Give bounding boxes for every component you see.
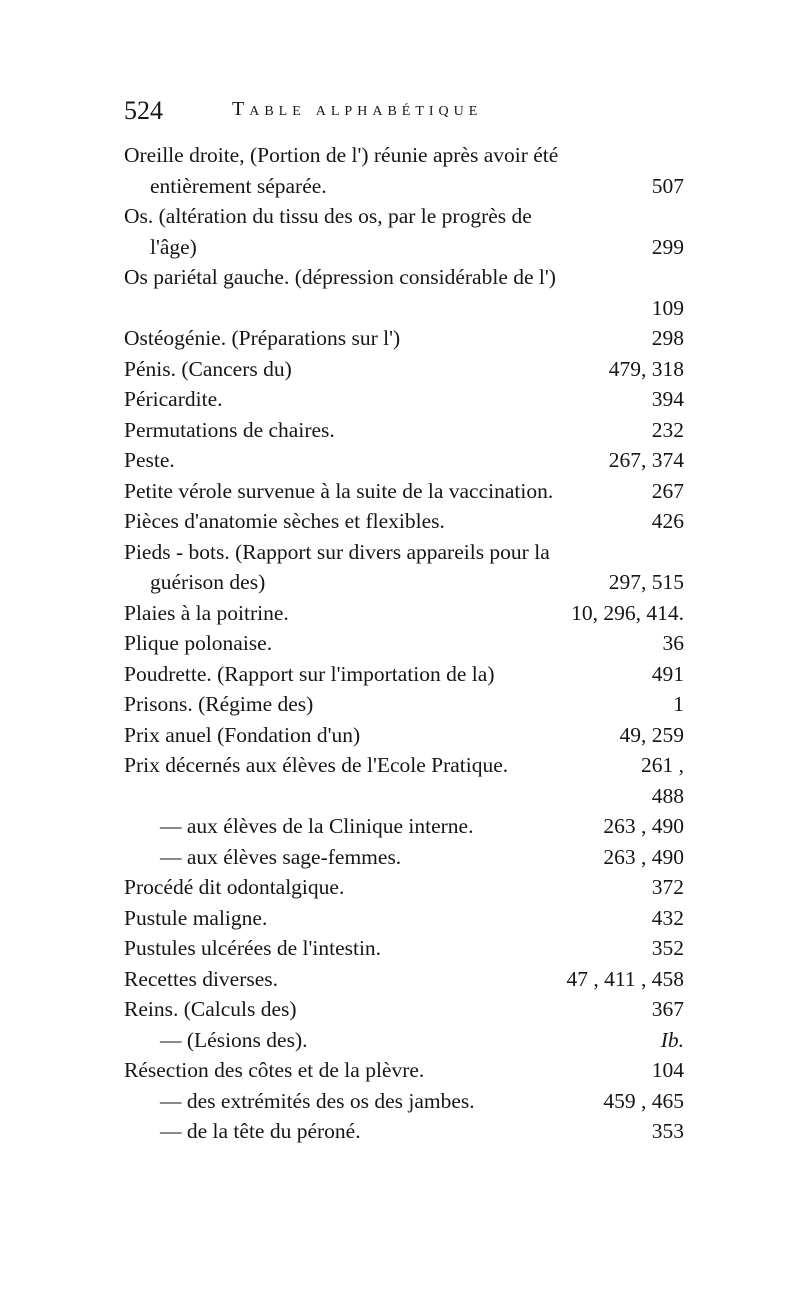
entry-text: Reins. (Calculs des) (124, 997, 297, 1021)
index-subentry (124, 1025, 684, 1056)
entry-text: — aux élèves sage-femmes. (160, 844, 402, 869)
entry-text: Petite vérole survenue à la suite de la vaccination. (124, 478, 554, 503)
entry-page-refs: 394 (651, 387, 684, 411)
entry-page-refs: 104 (651, 1058, 684, 1082)
entry-text: — de la tête du péroné. (160, 1119, 361, 1143)
index-entry (124, 720, 684, 751)
entry-line (124, 842, 684, 873)
entry-text: — des extrémités des os des jambes. (160, 1088, 475, 1113)
entry-line (124, 689, 684, 720)
index-subentry (124, 1116, 684, 1147)
entry-line (124, 232, 684, 263)
index-entry (124, 933, 684, 964)
entry-text: Prisons. (Régime des) (124, 692, 314, 716)
entry-page-refs: 109 (651, 295, 684, 320)
entry-line (124, 567, 684, 598)
entry-line (124, 659, 684, 690)
entry-page-refs: 488 (651, 783, 684, 808)
entry-page-refs: 263 , 490 (603, 844, 684, 869)
entry-page-refs: 10, 296, 414. (571, 600, 684, 625)
entry-page-refs: 47 , 411 , 458 (566, 966, 684, 991)
entry-line (124, 598, 684, 629)
entry-page-refs: 459 , 465 (603, 1088, 684, 1113)
entry-text: Plaies à la poitrine. (124, 600, 289, 625)
entry-line (124, 476, 684, 507)
entry-line (124, 781, 684, 812)
entry-page-refs: 49, 259 (619, 722, 684, 747)
entry-page-refs: 507 (651, 173, 684, 198)
entry-line (124, 933, 684, 964)
entry-text: entièrement séparée. (150, 173, 327, 198)
entry-page-refs: 353 (651, 1119, 684, 1143)
index-entry (124, 964, 684, 995)
index-entry (124, 903, 684, 934)
index-entry (124, 476, 684, 507)
entry-page-refs: 267 (651, 478, 684, 503)
entry-text: guérison des) (150, 570, 266, 594)
entry-line (124, 750, 684, 781)
entry-text: Plique polonaise. (124, 631, 273, 655)
entry-line (124, 506, 684, 537)
entry-text: l'âge) (150, 234, 197, 259)
entry-line (124, 903, 684, 934)
entry-line (124, 262, 684, 293)
entry-line (124, 872, 684, 903)
entry-line (124, 1116, 684, 1147)
entry-page-refs: 267, 374 (608, 448, 684, 472)
index-entry (124, 140, 684, 201)
entry-page-refs: 479, 318 (608, 356, 684, 381)
entry-page-refs: 232 (651, 417, 684, 442)
index-entry (124, 506, 684, 537)
entry-line (124, 1025, 684, 1056)
entry-text: Os. (altération du tissu des os, par le progrès de (124, 204, 532, 228)
index-entries (124, 140, 684, 1147)
entry-line (124, 445, 684, 476)
entry-page-refs: 426 (651, 509, 684, 533)
index-subentry (124, 1086, 684, 1117)
entry-text: Procédé dit odontalgique. (124, 875, 345, 899)
entry-line (124, 354, 684, 385)
entry-page-refs: Ib. (660, 1027, 684, 1052)
index-entry (124, 384, 684, 415)
entry-text: Résection des côtes et de la plèvre. (124, 1058, 425, 1082)
entry-page-refs: 491 (651, 661, 684, 686)
entry-line (124, 537, 684, 568)
entry-page-refs: 367 (651, 997, 684, 1021)
entry-text: Pustule maligne. (124, 905, 268, 930)
entry-text: Péricardite. (124, 387, 223, 411)
entry-line (124, 720, 684, 751)
index-entry (124, 750, 684, 811)
index-entry (124, 415, 684, 446)
page-number: 524 (124, 96, 163, 125)
index-entry (124, 689, 684, 720)
index-entry (124, 598, 684, 629)
entry-text: Ostéogénie. (Préparations sur l') (124, 326, 401, 350)
entry-line (124, 293, 684, 324)
index-entry (124, 1055, 684, 1086)
entry-text: — aux élèves de la Clinique interne. (160, 814, 474, 838)
entry-text: Permutations de chaires. (124, 417, 335, 442)
index-entry (124, 872, 684, 903)
index-entry (124, 628, 684, 659)
entry-text: Recettes diverses. (124, 966, 279, 991)
entry-line (124, 994, 684, 1025)
entry-page-refs: 1 (673, 692, 684, 716)
entry-text: Pustules ulcérées de l'intestin. (124, 936, 382, 960)
entry-line (124, 964, 684, 995)
entry-text: Prix anuel (Fondation d'un) (124, 722, 361, 747)
entry-page-refs: 298 (651, 326, 684, 350)
index-subentry (124, 811, 684, 842)
entry-text: — (Lésions des). (160, 1027, 308, 1052)
entry-page-refs: 299 (651, 234, 684, 259)
index-entry (124, 262, 684, 323)
entry-line (124, 811, 684, 842)
entry-line (124, 1055, 684, 1086)
entry-page-refs: 372 (651, 875, 684, 899)
index-entry (124, 323, 684, 354)
entry-line (124, 415, 684, 446)
entry-page-refs: 432 (651, 905, 684, 930)
entry-text: Prix décernés aux élèves de l'Ecole Pratique. (124, 753, 509, 777)
index-entry (124, 354, 684, 385)
entry-text: Pénis. (Cancers du) (124, 356, 292, 381)
entry-text: Peste. (124, 448, 175, 472)
index-entry (124, 445, 684, 476)
running-head: Table alphabétique (232, 98, 483, 120)
entry-line (124, 323, 684, 354)
entry-line (124, 384, 684, 415)
index-entry (124, 201, 684, 262)
entry-line (124, 1086, 684, 1117)
entry-line (124, 140, 684, 171)
entry-text: Oreille droite, (Portion de l') réunie après avoir été (124, 143, 559, 167)
entry-page-refs: 36 (662, 631, 684, 655)
entry-line (124, 628, 684, 659)
entry-line (124, 201, 684, 232)
entry-text: Poudrette. (Rapport sur l'importation de la) (124, 661, 495, 686)
entry-text: Pieds - bots. (Rapport sur divers appareils pour la (124, 539, 550, 564)
index-entry (124, 537, 684, 598)
entry-line (124, 171, 684, 202)
entry-text: Os pariétal gauche. (dépression considérable de l') (124, 265, 556, 289)
index-entry (124, 994, 684, 1025)
entry-page-refs: 261 , (641, 753, 684, 777)
index-subentry (124, 842, 684, 873)
index-entry (124, 659, 684, 690)
entry-page-refs: 297, 515 (608, 570, 684, 594)
entry-page-refs: 263 , 490 (603, 814, 684, 838)
page-header (124, 96, 684, 132)
entry-text: Pièces d'anatomie sèches et flexibles. (124, 509, 445, 533)
entry-page-refs: 352 (651, 936, 684, 960)
